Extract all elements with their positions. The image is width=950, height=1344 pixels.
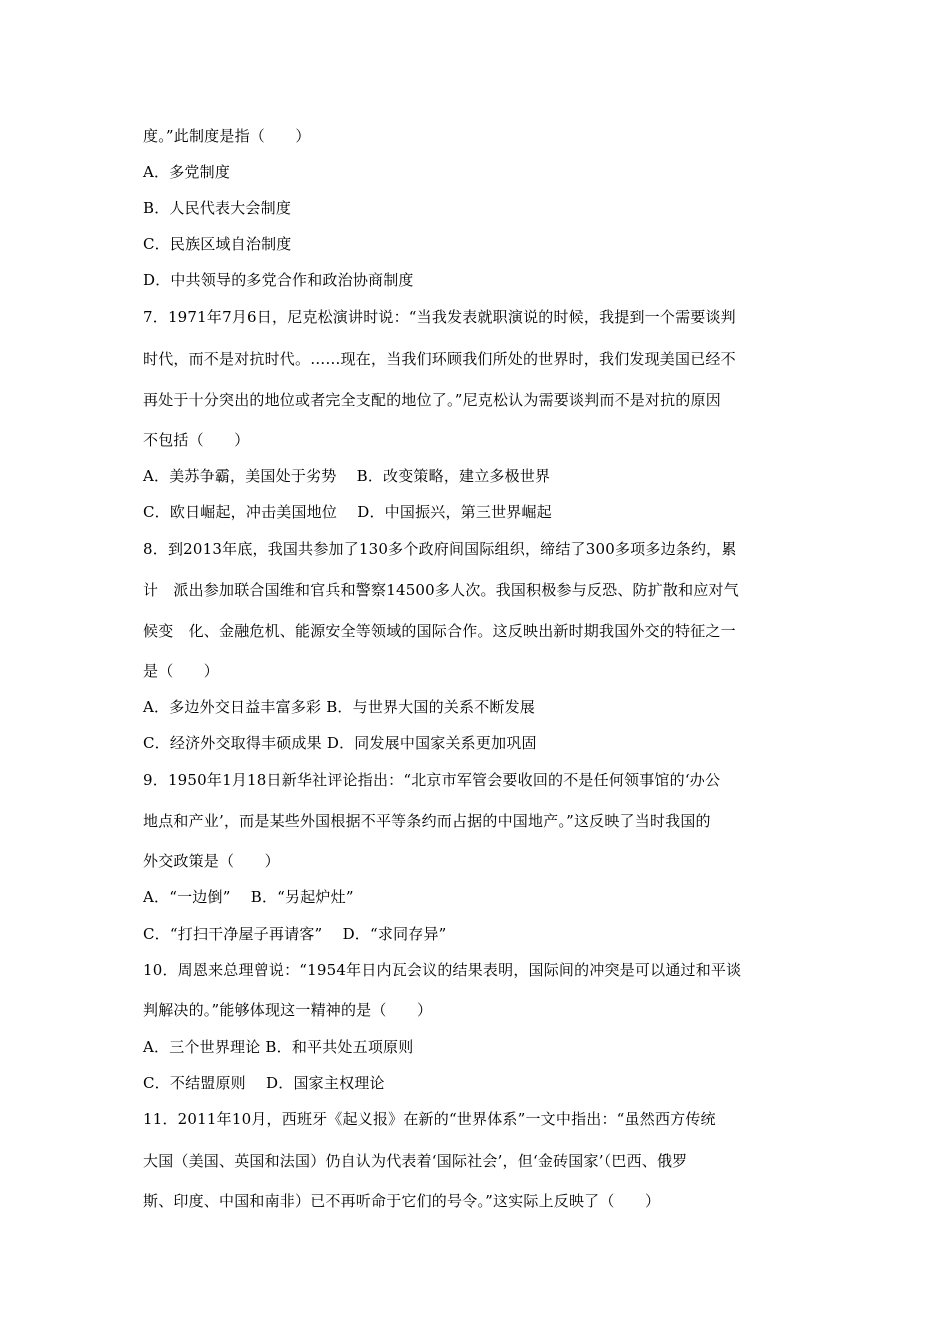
question-7-options-ab: A．美苏争霸，美国处于劣势 B．改变策略，建立多极世界 [143, 467, 551, 485]
question-9-options-ab: A．“一边倒” B．“另起炉灶” [143, 888, 354, 906]
question-6-stem-end: 度。”此制度是指（ ） [143, 127, 311, 145]
question-8-stem-line-2: 计 派出参加联合国维和官兵和警察14500多人次。我国积极参与反恐、防扩散和应对气 [143, 581, 739, 599]
question-8-stem-line-1: 8．到2013年底，我国共参加了130多个政府间国际组织，缔结了300多项多边条约，累 [143, 540, 737, 558]
question-9-options-cd: C．“打扫干净屋子再请客” D．“求同存异” [143, 925, 447, 943]
question-6-option-b: B．人民代表大会制度 [143, 199, 292, 217]
question-9-stem-line-1: 9．1950年1月18日新华社评论指出：“北京市军管会要收回的不是任何领事馆的‘办公 [143, 771, 721, 789]
question-10-stem-line-1: 10．周恩来总理曾说：“1954年日内瓦会议的结果表明，国际间的冲突是可以通过和平谈 [143, 961, 742, 979]
question-6-option-c: C．民族区域自治制度 [143, 235, 292, 253]
question-7-stem-line-2: 时代，而不是对抗时代。……现在，当我们环顾我们所处的世界时，我们发现美国已经不 [143, 350, 736, 368]
question-7-options-cd: C．欧日崛起，冲击美国地位 D．中国振兴，第三世界崛起 [143, 503, 552, 521]
question-7-stem-line-4: 不包括（ ） [143, 431, 250, 449]
question-10-stem-line-2: 判解决的。”能够体现这一精神的是（ ） [143, 1001, 433, 1019]
question-10-options-cd: C．不结盟原则 D．国家主权理论 [143, 1074, 385, 1092]
question-8-options-ab: A．多边外交日益丰富多彩 B．与世界大国的关系不断发展 [143, 698, 536, 716]
question-6-option-d: D．中共领导的多党合作和政治协商制度 [143, 271, 414, 289]
question-8-stem-line-4: 是（ ） [143, 662, 220, 680]
question-8-stem-line-3: 候变 化、金融危机、能源安全等领域的国际合作。这反映出新时期我国外交的特征之一 [143, 622, 736, 640]
question-7-stem-line-3: 再处于十分突出的地位或者完全支配的地位了。”尼克松认为需要谈判而不是对抗的原因 [143, 391, 721, 409]
question-11-stem-line-1: 11．2011年10月，西班牙《起义报》在新的“世界体系”一文中指出：“虽然西方传统 [143, 1110, 716, 1128]
question-7-stem-line-1: 7．1971年7月6日，尼克松演讲时说：“当我发表就职演说的时候，我提到一个需要谈判 [143, 308, 736, 326]
question-6-option-a: A．多党制度 [143, 163, 231, 181]
question-11-stem-line-2: 大国（美国、英国和法国）仍自认为代表着‘国际社会’，但‘金砖国家’（巴西、俄罗 [143, 1152, 688, 1170]
question-9-stem-line-2: 地点和产业’，而是某些外国根据不平等条约而占据的中国地产。”这反映了当时我国的 [143, 812, 711, 830]
question-8-options-cd: C．经济外交取得丰硕成果 D．同发展中国家关系更加巩固 [143, 734, 537, 752]
question-11-stem-line-3: 斯、印度、中国和南非）已不再听命于它们的号令。”这实际上反映了（ ） [143, 1192, 661, 1210]
question-9-stem-line-3: 外交政策是（ ） [143, 852, 280, 870]
question-10-options-ab: A．三个世界理论 B．和平共处五项原则 [143, 1038, 414, 1056]
